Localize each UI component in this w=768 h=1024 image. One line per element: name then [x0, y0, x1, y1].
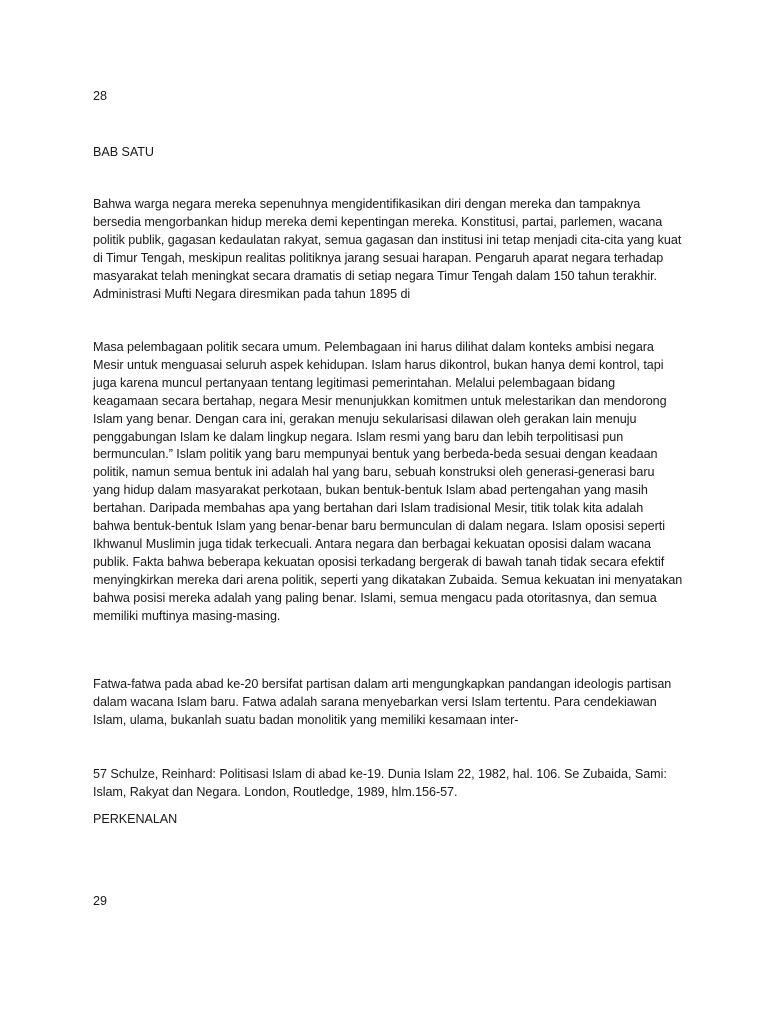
footnote: 57 Schulze, Reinhard: Politisasi Islam di abad ke-19. Dunia Islam 22, 1982, hal. 106. Se Zubaida, Sami: Islam, Rakyat dan Negara. London, Routledge, 1989, hlm.156-57.: [93, 767, 667, 799]
chapter-heading: BAB SATU: [93, 145, 154, 159]
running-head: PERKENALAN: [93, 812, 178, 826]
paragraph-3: Fatwa-fatwa pada abad ke-20 bersifat partisan dalam arti mengungkapkan pandangan ideologis partisan dalam wacana Islam baru. Fatwa adalah sarana menyebarkan versi Islam tertentu. Para cendekiawan Islam, ulama, bukanlah suatu badan monolitik yang memiliki kesamaan inter-: [93, 677, 672, 727]
paragraph-1: Bahwa warga negara mereka sepenuhnya mengidentifikasikan diri dengan mereka dan tampaknya bersedia mengorbankan hidup mereka demi kepentingan mereka. Konstitusi, partai, parlemen, wacana politik publik, gagasan kedaulatan rakyat, semua gagasan dan institusi ini tetap menjadi cita-cita yang kuat di Timur Tengah, meskipun realitas politiknya jarang sesuai harapan. Pengaruh aparat negara terhadap masyarakat telah meningkat secara dramatis di setiap negara Timur Tengah dalam 150 tahun terakhir. Administrasi Mufti Negara diresmikan pada tahun 1895 di: [93, 197, 682, 301]
page-number-bottom: 29: [93, 894, 107, 908]
paragraph-2: Masa pelembagaan politik secara umum. Pelembagaan ini harus dilihat dalam konteks ambisi negara Mesir untuk menguasai seluruh aspek kehidupan. Islam harus dikontrol, bukan hanya demi kontrol, tapi juga karena muncul pertanyaan tentang legitimasi pemerintahan. Melalui pelembagaan bidang keagamaan secara bertahap, negara Mesir menunjukkan komitmen untuk melestarikan dan mendorong Islam yang benar. Dengan cara ini, gerakan menuju sekularisasi dilawan oleh gerakan lain menuju penggabungan Islam ke dalam lingkup negara. Islam resmi yang baru dan lebih terpolitisasi pun bermunculan.” Islam politik yang baru mempunyai bentuk yang berbeda-beda sesuai dengan keadaan politik, namun semua bentuk ini adalah hal yang baru, sebuah konstruksi oleh generasi-generasi baru yang hidup dalam masyarakat perkotaan, bukan bentuk-bentuk Islam abad pertengahan yang masih bertahan. Daripada membahas apa yang bertahan dari Islam tradisional Mesir, titik tolak kita adalah bahwa bentuk-bentuk Islam yang benar-benar baru bermunculan di dalam negara. Islam oposisi seperti Ikhwanul Muslimin juga tidak terkecuali. Antara negara dan berbagai kekuatan oposisi dalam wacana publik. Fakta bahwa beberapa kekuatan oposisi terkadang bergerak di bawah tanah tidak secara efektif menyingkirkan mereka dari arena politik, seperti yang dikatakan Zubaida. Semua kekuatan ini menyatakan bahwa posisi mereka adalah yang paling benar. Islami, semua mengacu pada otoritasnya, dan semua memiliki muftinya masing-masing.: [93, 340, 683, 623]
page-number-top: 28: [93, 89, 107, 103]
